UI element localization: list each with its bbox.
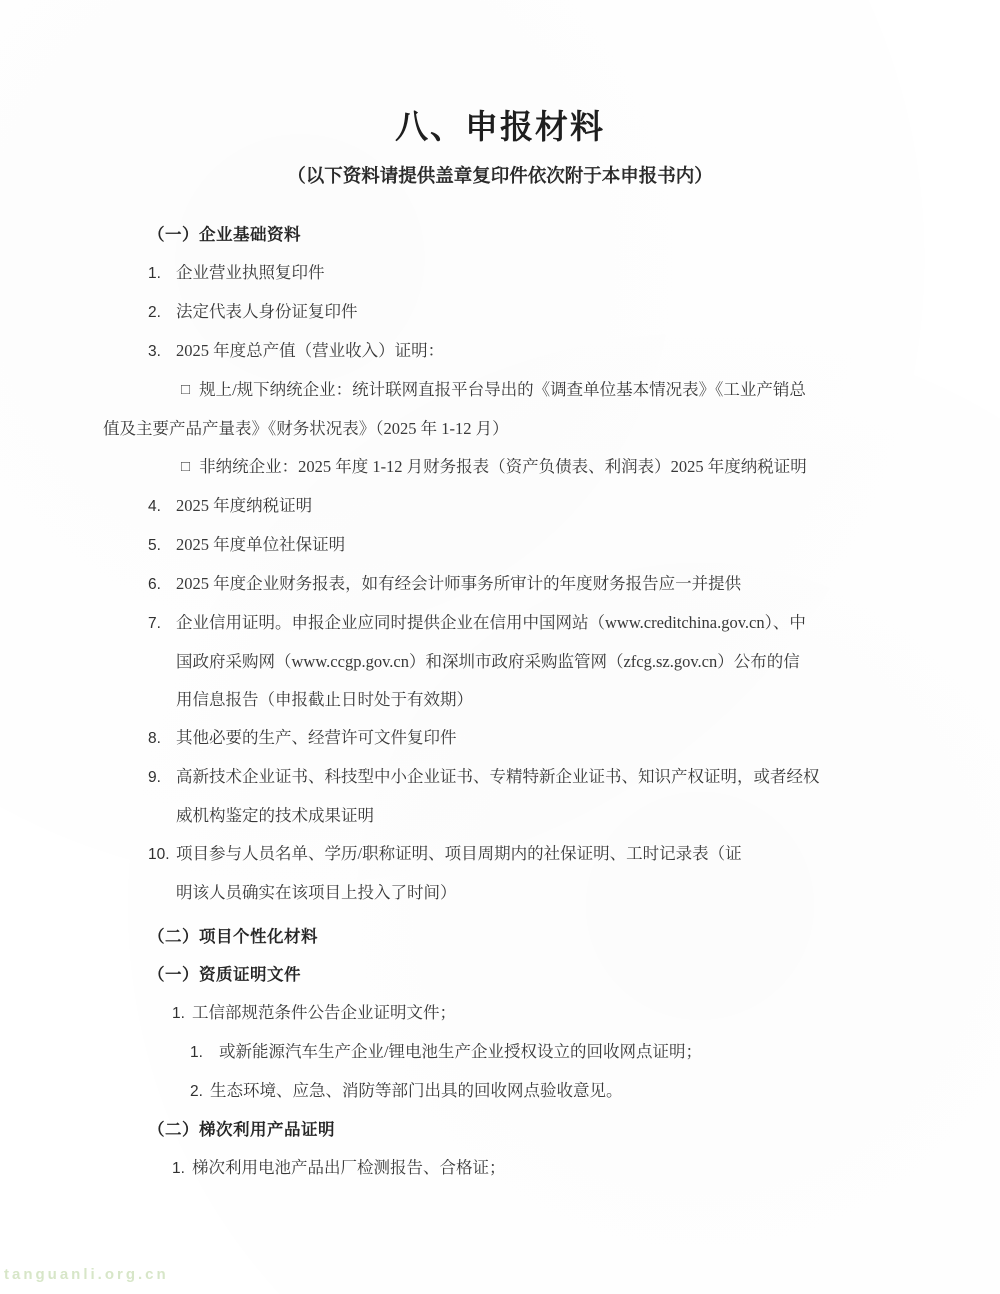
- continuation-line: 国政府采购网（www.ccgp.gov.cn）和深圳市政府采购监管网（zfcg.sz.gov.cn）公布的信: [176, 652, 800, 671]
- list-item-number: 2.: [190, 1083, 203, 1100]
- list-item-text: 2025 年度总产值（营业收入）证明：: [176, 341, 445, 360]
- list-item-text: 生态环境、应急、消防等部门出具的回收网点验收意见。: [209, 1081, 623, 1100]
- document-body: [0, 216, 1000, 1188]
- section-heading-project-materials: （二）项目个性化材料: [148, 927, 318, 946]
- list-item: [148, 835, 1000, 874]
- list-item: [148, 332, 1000, 371]
- section-heading-qualification-documents: （一）资质证明文件: [148, 965, 301, 984]
- sub-list-item: [172, 1149, 1000, 1188]
- checkbox-item-text: 规上/规下纳统企业：统计联网直报平台导出的《调查单位基本情况表》《工业产销总: [199, 380, 806, 399]
- list-item-text: 或新能源汽车生产企业/锂电池生产企业授权设立的回收网点证明；: [218, 1042, 703, 1061]
- list-item-number: 7.: [148, 615, 161, 632]
- continuation-line: 用信息报告（申报截止日时处于有效期）: [176, 690, 473, 709]
- checkbox-icon: □: [181, 382, 191, 398]
- list-item: [148, 526, 1000, 565]
- list-item-text: 企业营业执照复印件: [176, 263, 325, 282]
- list-item: [148, 758, 1000, 797]
- list-item: [148, 719, 1000, 758]
- sub-list-item: [172, 994, 1000, 1033]
- sub-list-item: [190, 1072, 1000, 1111]
- list-item-text: 项目参与人员名单、学历/职称证明、项目周期内的社保证明、工时记录表（证: [176, 844, 742, 863]
- section-heading-cascade-products: （二）梯次利用产品证明: [148, 1120, 335, 1139]
- continuation-line: 值及主要产品产量表》《财务状况表》（2025 年 1-12 月）: [103, 419, 509, 438]
- list-item: [148, 254, 1000, 293]
- list-item-text: 2025 年度纳税证明: [176, 496, 313, 515]
- list-item: [148, 293, 1000, 332]
- list-item-number: 6.: [148, 576, 161, 593]
- page-subtitle: （以下资料请提供盖章复印件依次附于本申报书内）: [287, 167, 713, 187]
- list-item-text: 企业信用证明。申报企业应同时提供企业在信用中国网站（www.creditchina.gov.cn）、中: [176, 613, 806, 632]
- list-item-number: 1.: [172, 1005, 185, 1022]
- list-item-number: 1.: [190, 1044, 203, 1061]
- list-item-text: 2025 年度单位社保证明: [176, 535, 346, 554]
- list-item: [148, 487, 1000, 526]
- list-item-number: 2.: [148, 304, 161, 321]
- list-item: [148, 565, 1000, 604]
- checkbox-item: [181, 448, 1000, 487]
- page-title: 八、申报材料: [395, 110, 605, 146]
- list-item-text: 2025 年度企业财务报表，如有经会计师事务所审计的年度财务报告应一并提供: [176, 574, 742, 593]
- list-item: [148, 604, 1000, 643]
- list-item-text: 其他必要的生产、经营许可文件复印件: [176, 728, 457, 747]
- continuation-line: 明该人员确实在该项目上投入了时间）: [176, 883, 457, 902]
- sub-list-item: [190, 1033, 1000, 1072]
- checkbox-item: [181, 371, 1000, 410]
- list-item-number: 1.: [148, 265, 161, 282]
- list-item-text: 高新技术企业证书、科技型中小企业证书、专精特新企业证书、知识产权证明，或者经权: [176, 767, 820, 786]
- list-item-number: 1.: [172, 1160, 185, 1177]
- checkbox-icon: □: [181, 459, 191, 475]
- list-item-number: 8.: [148, 730, 161, 747]
- list-item-number: 4.: [148, 498, 161, 515]
- checkbox-item-text: 非纳统企业：2025 年度 1-12 月财务报表（资产负债表、利润表）2025 年度纳税证明: [199, 457, 807, 476]
- list-item-text: 法定代表人身份证复印件: [176, 302, 358, 321]
- list-item-number: 9.: [148, 769, 161, 786]
- watermark: tanguanli.org.cn: [4, 1266, 169, 1283]
- section-heading-basic-materials: （一）企业基础资料: [148, 225, 301, 244]
- continuation-line: 威机构鉴定的技术成果证明: [176, 806, 374, 825]
- list-item-number: 5.: [148, 537, 161, 554]
- list-item-text: 工信部规范条件公告企业证明文件；: [191, 1003, 456, 1022]
- list-item-number: 10.: [148, 846, 170, 863]
- list-item-number: 3.: [148, 343, 161, 360]
- list-item-text: 梯次利用电池产品出厂检测报告、合格证；: [191, 1158, 506, 1177]
